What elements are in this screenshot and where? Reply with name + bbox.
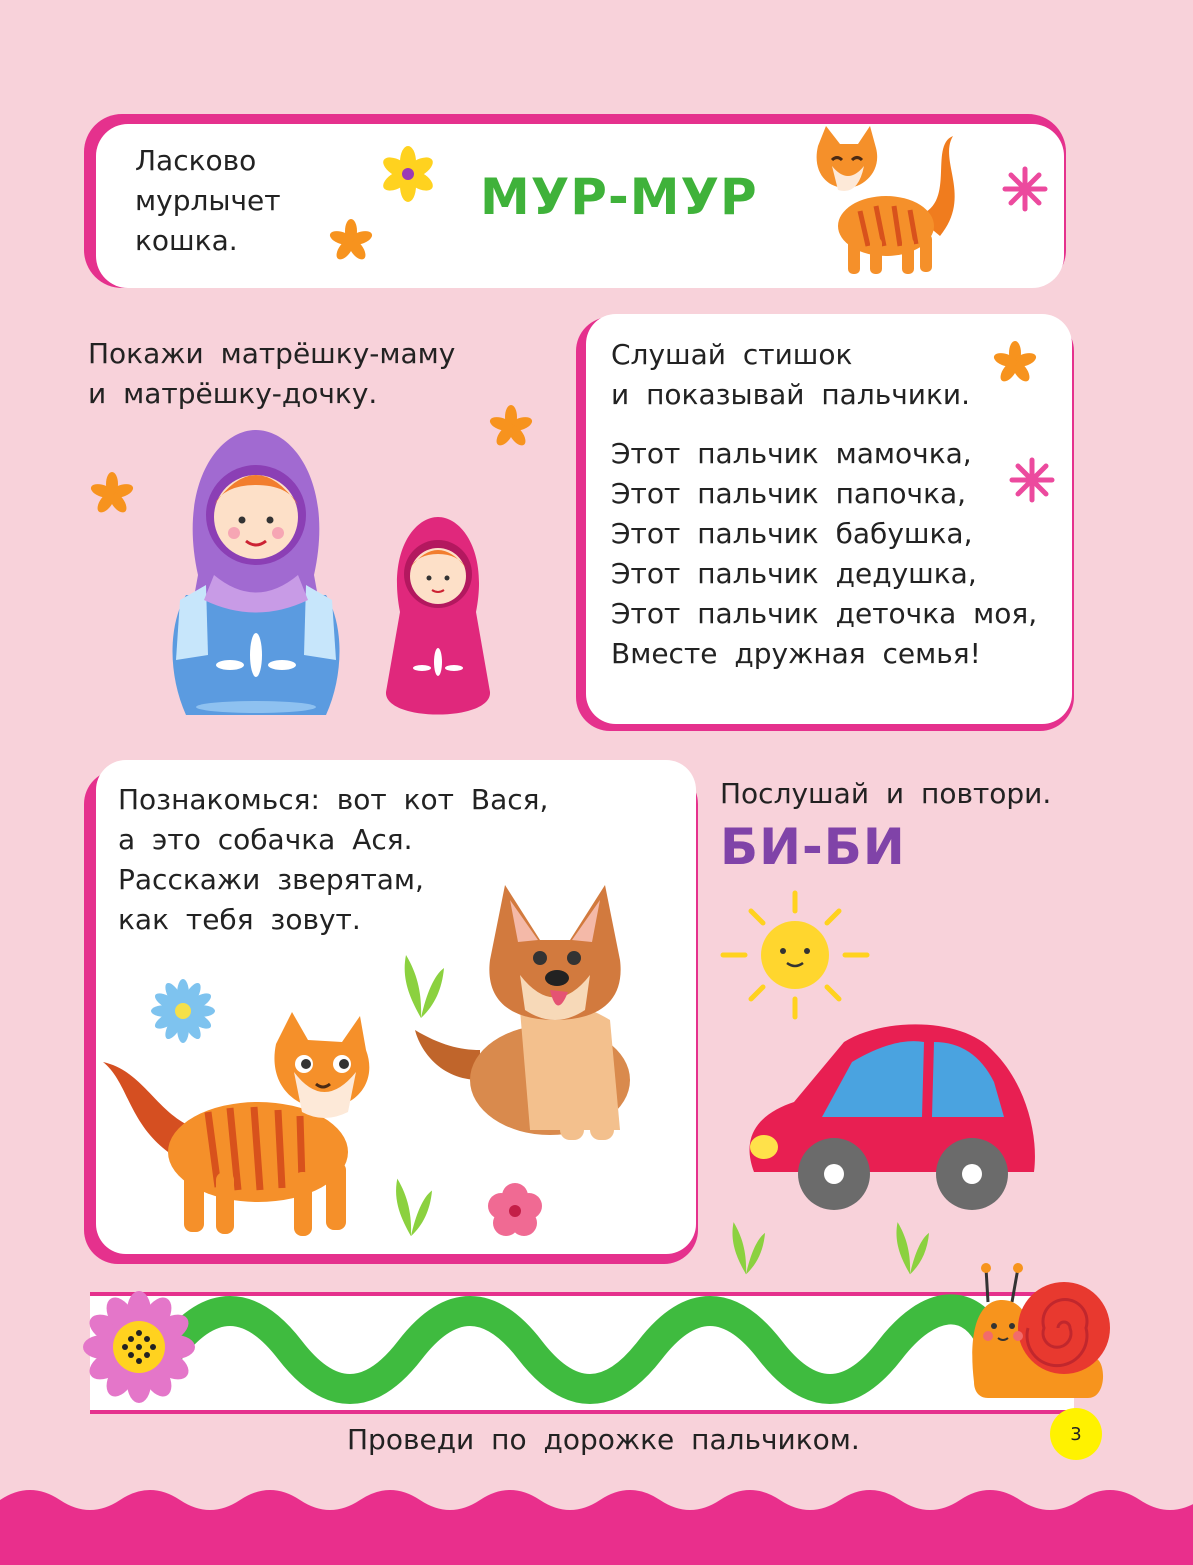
dolls-text-line-2: и матрёшку-дочку. (88, 377, 378, 410)
mur-mur-title: МУР-МУР (480, 168, 758, 226)
orange-flower-icon (88, 470, 136, 518)
sunflower-icon (80, 1288, 198, 1406)
cat-text-line-1: Ласково (135, 144, 257, 177)
grass-icon (724, 1218, 768, 1276)
bi-bi-title: БИ-БИ (720, 818, 906, 876)
poem-line-4: Этот пальчик дедушка, (611, 557, 977, 590)
pink-flower-icon (1008, 456, 1056, 504)
pets-text-line-4: как тебя зовут. (118, 903, 361, 936)
page-number: 3 (1070, 1423, 1082, 1445)
page-number-badge (1050, 1408, 1102, 1460)
poem-intro-line-2: и показывай пальчики. (611, 378, 970, 411)
pink-flower-icon (482, 1178, 548, 1244)
poem-intro-line-1: Слушай стишок (611, 338, 853, 371)
orange-flower-icon (328, 218, 374, 264)
poem-line-2: Этот пальчик папочка, (611, 477, 967, 510)
matryoshka-daughter-icon (378, 512, 498, 722)
pink-flower-icon (1000, 164, 1050, 214)
dog-asya-icon (410, 880, 670, 1145)
path-caption: Проведи по дорожке пальчиком. (347, 1423, 860, 1456)
poem-line-3: Этот пальчик бабушка, (611, 517, 973, 550)
grass-icon (888, 1218, 932, 1276)
car-instruction: Послушай и повтори. (720, 777, 1052, 810)
cat-icon (808, 126, 978, 281)
pets-text-line-2: а это собачка Ася. (118, 823, 413, 856)
pets-text-line-1: Познакомься: вот кот Вася, (118, 783, 549, 816)
orange-flower-icon (992, 340, 1038, 386)
yellow-flower-icon (380, 146, 436, 202)
poem-line-6: Вместе дружная семья! (611, 637, 981, 670)
sun-icon (720, 890, 870, 1020)
matryoshka-mother-icon (158, 425, 354, 725)
wavy-path-track[interactable] (170, 1298, 990, 1402)
snail-icon (968, 1262, 1118, 1406)
poem-line-1: Этот пальчик мамочка, (611, 437, 972, 470)
pets-text-line-3: Расскажи зверятам, (118, 863, 424, 896)
dolls-text-line-1: Покажи матрёшку-маму (88, 337, 456, 370)
cat-vasya-icon (98, 1012, 378, 1242)
cat-text-line-2: мурлычет (135, 184, 281, 217)
poem-line-5: Этот пальчик деточка моя, (611, 597, 1038, 630)
orange-flower-icon (488, 404, 534, 450)
bottom-band (0, 1470, 1193, 1565)
car-icon (734, 1022, 1046, 1222)
grass-icon (386, 1174, 436, 1238)
cat-text-line-3: кошка. (135, 224, 238, 257)
